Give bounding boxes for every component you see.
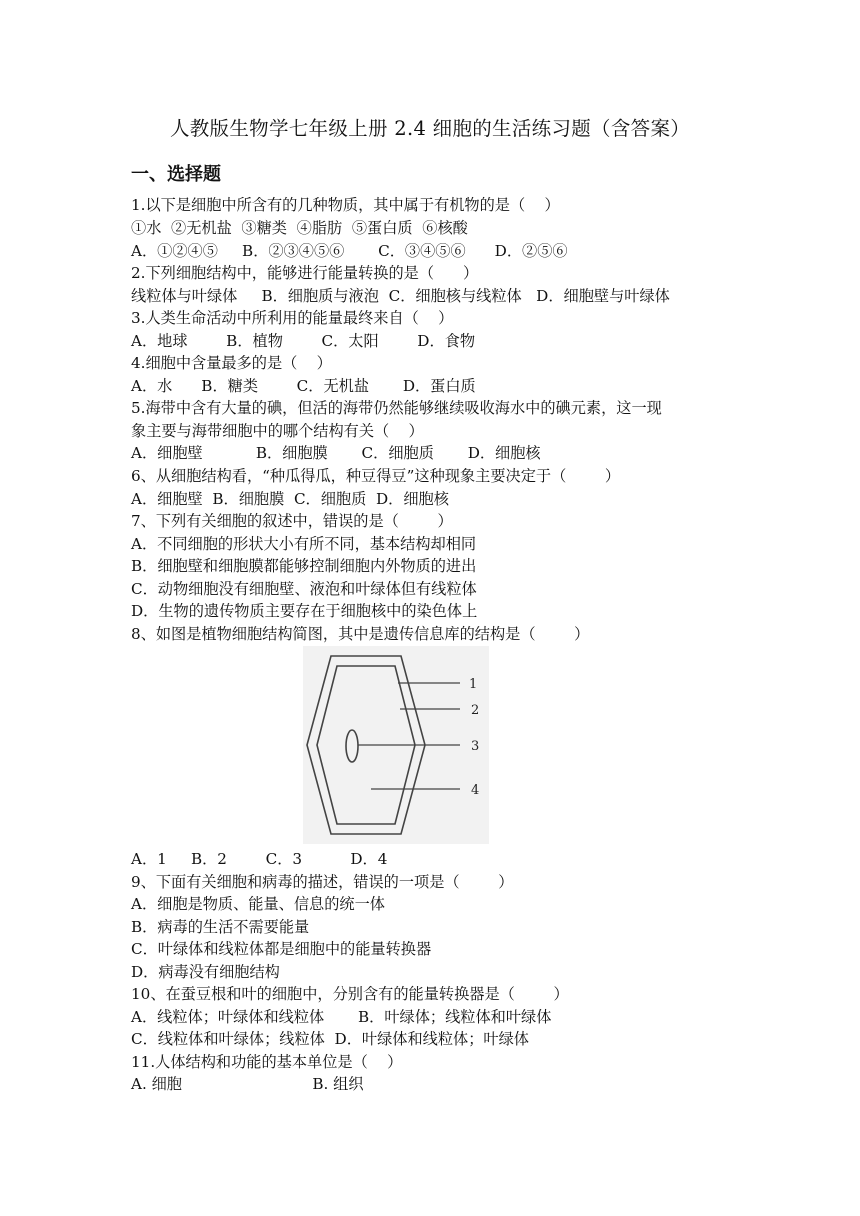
question-5-options: A．细胞壁 B．细胞膜 C．细胞质 D．细胞核: [131, 444, 541, 462]
question-4-options: A．水 B．糖类 C．无机盐 D．蛋白质: [131, 377, 476, 395]
plant-cell-svg: [303, 646, 489, 844]
question-7-option-b: B．细胞壁和细胞膜都能够控制细胞内外物质的进出: [131, 557, 477, 575]
question-11-options: A. 细胞 B. 组织: [131, 1075, 364, 1093]
question-8-stem: 8、如图是植物细胞结构简图，其中是遗传信息库的结构是（ ）: [131, 625, 590, 643]
nucleus: [346, 730, 358, 762]
question-11-stem: 11.人体结构和功能的基本单位是（ ）: [131, 1053, 403, 1071]
section-heading: 一、选择题: [131, 164, 221, 185]
question-9-option-a: A．细胞是物质、能量、信息的统一体: [131, 895, 385, 913]
question-6-options: A．细胞壁 B．细胞膜 C．细胞质 D．细胞核: [131, 490, 449, 508]
question-10-options-ab: A．线粒体；叶绿体和线粒体 B．叶绿体；线粒体和叶绿体: [131, 1008, 552, 1026]
question-9-option-c: C．叶绿体和线粒体都是细胞中的能量转换器: [131, 940, 432, 958]
question-10-options-cd: C．线粒体和叶绿体；线粒体 D．叶绿体和线粒体；叶绿体: [131, 1030, 529, 1048]
question-7-option-d: D．生物的遗传物质主要存在于细胞核中的染色体上: [131, 602, 478, 620]
label-1: 1: [469, 677, 478, 692]
label-3: 3: [471, 739, 480, 754]
question-7-option-c: C．动物细胞没有细胞壁、液泡和叶绿体但有线粒体: [131, 580, 477, 598]
question-9-option-b: B．病毒的生活不需要能量: [131, 918, 310, 936]
question-5-stem: 5.海带中含有大量的碘，但活的海带仍然能够继续吸收海水中的碘元素，这一现: [131, 399, 662, 417]
question-5-stem-cont: 象主要与海带细胞中的哪个结构有关（ ）: [131, 422, 424, 440]
question-1-options: A．①②④⑤ B．②③④⑤⑥ C．③④⑤⑥ D．②⑤⑥: [131, 242, 568, 260]
question-1-stem: 1.以下是细胞中所含有的几种物质，其中属于有机物的是（ ）: [131, 196, 560, 214]
label-4: 4: [471, 783, 480, 798]
question-3-options: A．地球 B．植物 C．太阳 D．食物: [131, 332, 476, 350]
question-2-stem: 2.下列细胞结构中，能够进行能量转换的是（ ）: [131, 264, 479, 282]
question-7-option-a: A．不同细胞的形状大小有所不同，基本结构却相同: [131, 535, 477, 553]
question-2-options: 线粒体与叶绿体 B．细胞质与液泡 C．细胞核与线粒体 D．细胞壁与叶绿体: [131, 287, 670, 305]
question-9-stem: 9、下面有关细胞和病毒的描述，错误的一项是（ ）: [131, 873, 514, 891]
question-3-stem: 3.人类生命活动中所利用的能量最终来自（ ）: [131, 309, 454, 327]
plant-cell-diagram: [303, 646, 489, 844]
question-9-option-d: D．病毒没有细胞结构: [131, 963, 280, 981]
question-4-stem: 4.细胞中含量最多的是（ ）: [131, 354, 332, 372]
question-8-options: A．1 B．2 C．3 D．4: [131, 850, 388, 868]
question-1-items: ①水 ②无机盐 ③糖类 ④脂肪 ⑤蛋白质 ⑥核酸: [131, 219, 468, 237]
page-title: 人教版生物学七年级上册 2.4 细胞的生活练习题（含答案）: [169, 117, 691, 140]
label-2: 2: [471, 703, 480, 718]
question-10-stem: 10、在蚕豆根和叶的细胞中，分别含有的能量转换器是（ ）: [131, 985, 569, 1003]
question-6-stem: 6、从细胞结构看，“种瓜得瓜，种豆得豆”这种现象主要决定于（ ）: [131, 467, 621, 485]
question-7-stem: 7、下列有关细胞的叙述中，错误的是（ ）: [131, 512, 453, 530]
